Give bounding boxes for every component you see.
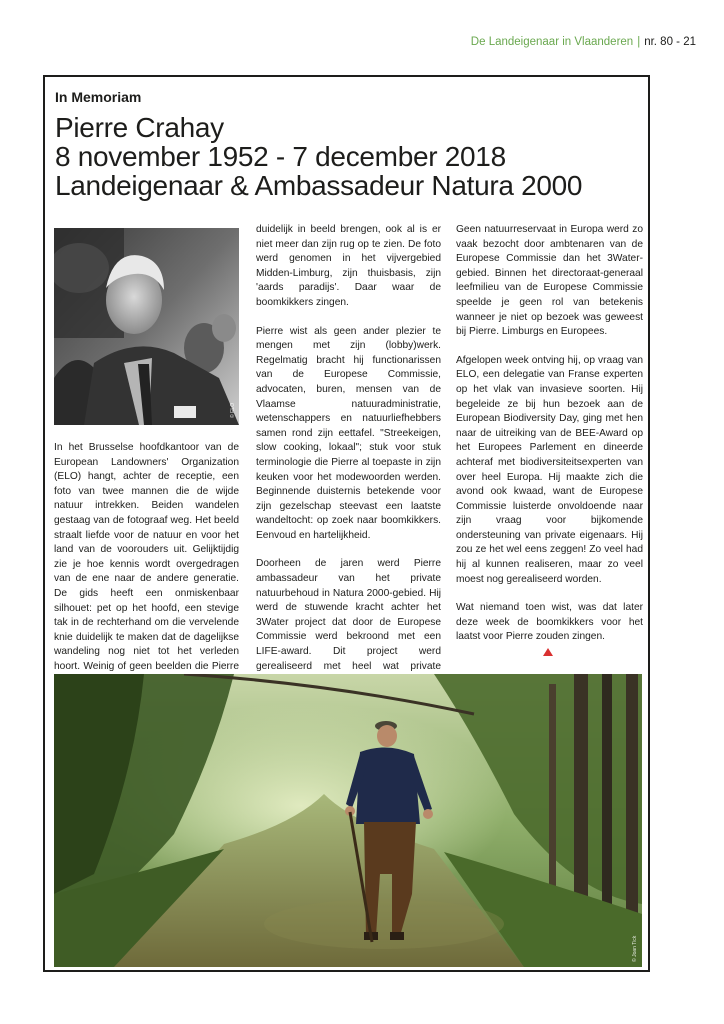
header-separator: | (637, 36, 641, 48)
article-kicker: In Memoriam (55, 89, 142, 105)
column-3 (456, 223, 643, 659)
paragraph: duidelijk in beeld brengen, ook al is er niet meer dan zijn rug op te zien. De foto werd genomen in het vijvergebied Midden-Limburg, zijn thuisbasis, zijn 'aards paradijs'. Daar waar de boomkikkers zingen. (256, 224, 441, 308)
column-1 (54, 441, 239, 703)
paragraph: Afgelopen week ontving hij, op vraag van ELO, een delegatie van Franse experten op het vlak van invasieve soorten. Hij begeleide ze bij hun bezoek aan de European Biodiversity Day, ging met hen naar de uitreiking van de BEE-Award op het Europees Parlement en dineerde achteraf met biodiversiteitsexperten van over heel Europa. Hij maakte zich die avond ook kwaad, want de Europese Commissie luisterde onvoldoende naar zijn vraag voor bijkomende ondersteuning van private eigenaars. Hij zou ze het wel eens zeggen! Zo veel had hij al kunnen realiseren, maar zo veel moest nog gerealiseerd worden. (456, 354, 643, 585)
article-title (55, 113, 645, 200)
article-frame (43, 75, 650, 972)
publication-name: De Landeigenaar in Vlaanderen (470, 36, 634, 48)
title-dates: 8 november 1952 - 7 december 2018 (55, 141, 506, 172)
issue-number: nr. 80 - 21 (644, 36, 696, 48)
landscape-credit: © Joan Tick (632, 935, 638, 962)
end-of-article-triangle-icon (543, 648, 553, 656)
running-head (471, 36, 696, 48)
title-name: Pierre Crahay (55, 112, 224, 143)
forest-walk-photo (54, 674, 642, 967)
paragraph: Geen natuurreservaat in Europa werd zo vaak bezocht door ambtenaren van de Europese Commissie dan het 3Water-gebied. Binnen het directoraat-generaal leefmilieu van de Europese Commissie speelde je geen rol van betekenis wanneer je niet op bezoek was geweest bij Pierre. Limburgs en Europees. (456, 224, 643, 338)
paragraph: Doorheen de jaren werd Pierre ambassadeur van het private natuurbehoud in Natura 2000-gebied. Hij werd de stuwende kracht achter het 3Water project dat door de Europese Commissie werd bekroond met een LIFE-award. Dit project werd gerealiseerd met heel wat private (256, 558, 441, 672)
portrait-photo (54, 228, 239, 425)
paragraph: In het Brusselse hoofdkantoor van de European Landowners' Organization (ELO) hangt, achter de receptie, een foto van twee mannen die de wijde natuur intrekken. Beiden wandelen gestaag van de fotograaf weg. Het beeld straalt liefde voor de natuur en voor het land van de voorouders uit. Gelijktijdig zie je hoe kennis wordt overgedragen van de ene naar de andere generatie. De gids heeft een onmiskenbaar silhouet: pet op het hoofd, een stevige tak in de rechterhand om die vervelende knie duidelijk te maken dat de dagelijkse wandeling nog niet tot het verleden hoort. Weinig of geen beelden die Pierre (54, 442, 239, 672)
paragraph: Pierre wist als geen ander plezier te mengen met zijn (lobby)werk. Regelmatig bracht hij functionarissen van de Europese Commissie, advocaten, buren, mensen van de Vlaamse natuuradministratie, wetenschappers en natuurliefhebbers samen rond zijn eettafel. "Streekeigen, slow cooking, lokaal"; stuk voor stuk terminologie die Pierre al toepaste in zijn keuken voor het modewoorden werden. Beginnende duisternis betekende voor zijn gezelschap steevast een laatste wandeltocht: op zoek naar boomkikkers. Eenvoud en hartelijkheid. (256, 325, 441, 541)
column-2 (256, 223, 441, 717)
title-role: Landeigenaar & Ambassadeur Natura 2000 (55, 170, 583, 201)
paragraph: Wat niemand toen wist, was dat later deze week de boomkikkers voor het laatst voor Pierre zouden zingen. (456, 602, 643, 643)
portrait-credit: © ELO (230, 402, 236, 418)
